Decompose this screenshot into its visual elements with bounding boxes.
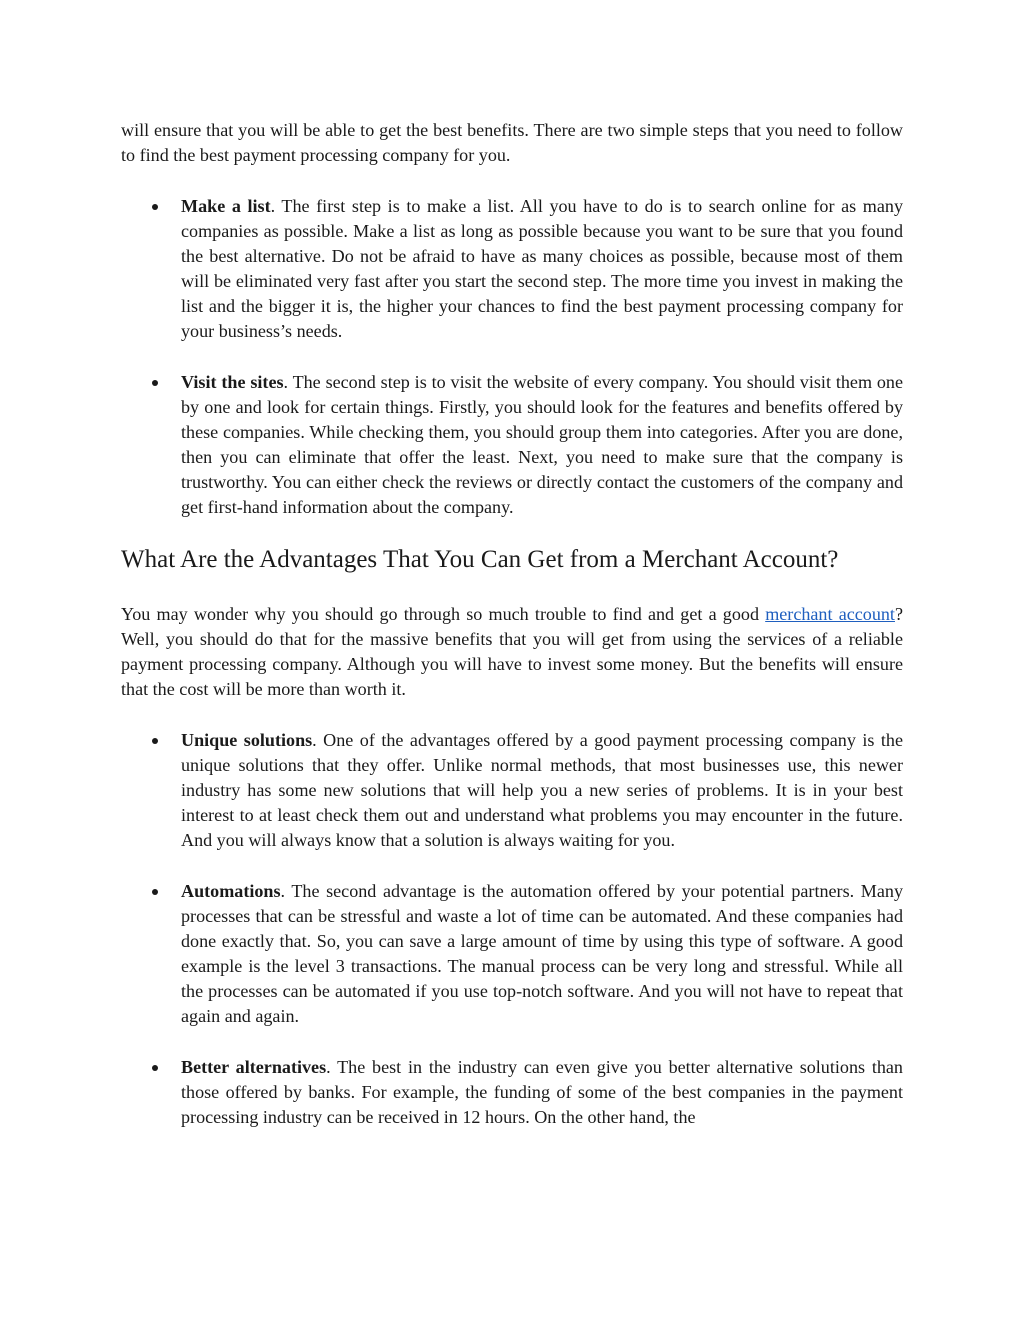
- bullet-icon: [152, 1065, 158, 1071]
- intro-paragraph: will ensure that you will be able to get the best benefits. There are two simple steps that you need to follow to find the best payment processing company for you.: [121, 120, 903, 165]
- advantage-body: . One of the advantages offered by a good payment processing company is the unique solutions that they offer. Unlike normal methods, that most businesses use, this newer industry has some new solutions that will help you a new series of problems. It is in your best interest to at least check them out and understand what problems you may encounter in the future. And you will always know that a solution is always waiting for you.: [181, 730, 903, 850]
- steps-list: [121, 194, 903, 520]
- list-item: [121, 728, 903, 853]
- list-item: [121, 1055, 903, 1130]
- advantages-list: [121, 728, 903, 1130]
- advantage-paragraph: [181, 1055, 903, 1130]
- advantage-paragraph: [181, 728, 903, 853]
- section-intro-before-link: You may wonder why you should go through so much trouble to find and get a good: [121, 604, 766, 624]
- list-item: [121, 370, 903, 520]
- step-body: . The second step is to visit the website of every company. You should visit them one by one and look for certain things. Firstly, you should look for the features and benefits offered by these companies. While checking them, you should group them into categories. After you are done, then you can eliminate that offer the least. Next, you need to make sure that the company is trustworthy. You can either check the reviews or directly contact the customers of the company and get first-hand information about the company.: [181, 372, 904, 517]
- bullet-icon: [152, 889, 158, 895]
- document-page: [121, 118, 903, 1130]
- advantage-paragraph: [181, 879, 903, 1029]
- advantage-title: Unique solutions: [181, 730, 313, 750]
- bullet-icon: [152, 380, 158, 386]
- section-heading: What Are the Advantages That You Can Get from a Merchant Account?: [121, 546, 839, 573]
- list-item: [121, 879, 903, 1029]
- step-title: Visit the sites: [181, 372, 284, 392]
- bullet-icon: [152, 204, 158, 210]
- advantage-body: . The second advantage is the automation offered by your potential partners. Many processes that can be stressful and waste a lot of time can be automated. And these companies had done exactly that. So, you can save a large amount of time by using this type of software. A good example is the level 3 transactions. The manual process can be very long and stressful. While all the processes can be automated if you use top-notch software. And you will not have to repeat that again and again.: [181, 881, 903, 1026]
- merchant-account-link[interactable]: merchant account: [765, 604, 895, 624]
- advantage-title: Better alternatives: [181, 1057, 327, 1077]
- section-intro-paragraph: [121, 602, 903, 702]
- advantage-title: Automations: [181, 881, 281, 901]
- step-paragraph: [181, 370, 903, 520]
- bullet-icon: [152, 738, 158, 744]
- list-item: [121, 194, 903, 344]
- step-paragraph: [181, 194, 903, 344]
- step-body: . The first step is to make a list. All you have to do is to search online for as many companies as possible. Make a list as long as possible because you want to be sure that you found the best alternative. Do not be afraid to have as many choices as possible, because most of them will be eliminated very fast after you start the second step. The more time you invest in making the list and the bigger it is, the higher your chances to find the best payment processing company for your business’s needs.: [181, 196, 903, 341]
- section-intro-after-link: ? Well, you should do that for the massive benefits that you will get from using the services of a reliable payment processing company. Although you will have to invest some money. But the benefits will ensure that the cost will be more than worth it.: [121, 604, 903, 699]
- advantage-body: . The best in the industry can even give you better alternative solutions than those offered by banks. For example, the funding of some of the best companies in the payment processing industry can be received in 12 hours. On the other hand, the: [181, 1057, 903, 1127]
- step-title: Make a list: [181, 196, 271, 216]
